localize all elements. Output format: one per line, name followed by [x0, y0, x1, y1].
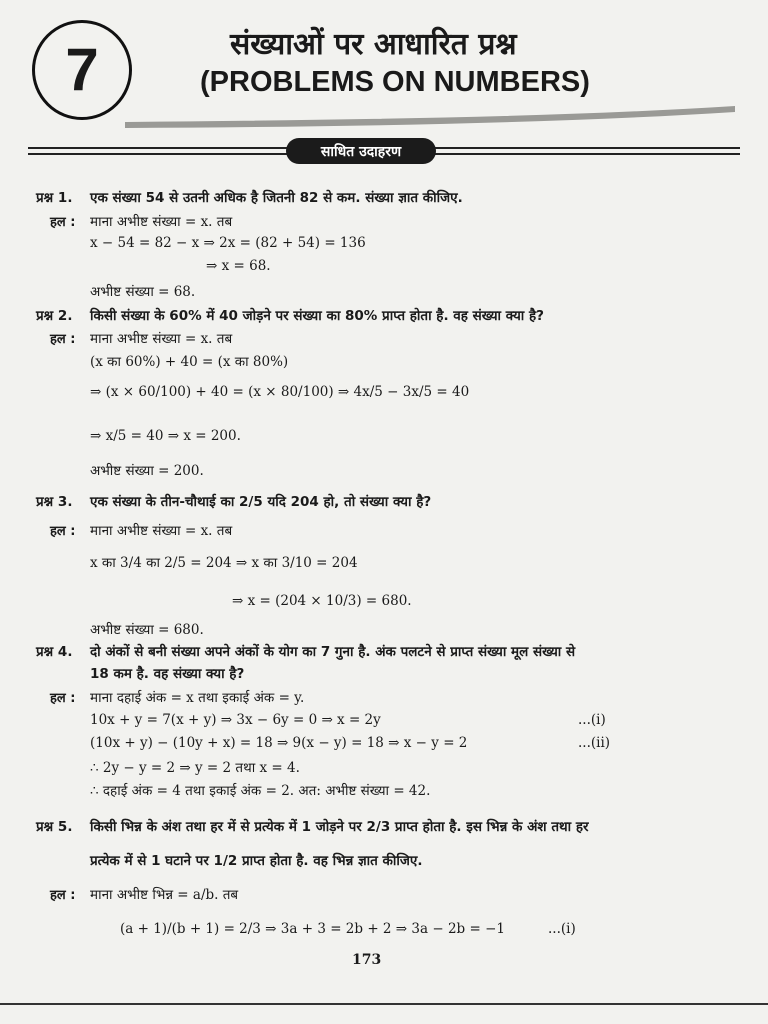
q3-text: एक संख्या के तीन-चौथाई का 2/5 यदि 204 हो, तो संख्या क्या है?: [90, 494, 432, 510]
q4-label: प्रश्न 4.: [36, 644, 73, 660]
q4-s2-tag: ...(i): [578, 712, 606, 728]
q5-s1: माना अभीष्ट भिन्न = a/b. तब: [90, 887, 239, 903]
q3-s4: अभीष्ट संख्या = 680.: [90, 622, 204, 638]
q1-s4: अभीष्ट संख्या = 68.: [90, 284, 196, 300]
q4-s1: माना दहाई अंक = x तथा इकाई अंक = y.: [90, 690, 305, 706]
q2-s2: (x का 60%) + 40 = (x का 80%): [90, 354, 289, 370]
page-number: 173: [352, 952, 382, 968]
chapter-title-hindi: संख्याओं पर आधारित प्रश्न: [230, 27, 517, 62]
q4-text2: 18 कम है. वह संख्या क्या है?: [90, 666, 245, 682]
section-badge-label: साधित उदाहरण: [320, 143, 402, 160]
q3-s1: माना अभीष्ट संख्या = x. तब: [90, 523, 233, 539]
q4-text: दो अंकों से बनी संख्या अपने अंकों के योग का 7 गुना है. अंक पलटने से प्राप्त संख्या मूल संख्या से: [90, 644, 576, 660]
q2-s4: ⇒ x/5 = 40 ⇒ x = 200.: [90, 428, 241, 444]
q3-hal: हल :: [50, 524, 76, 539]
chapter-title-english: (PROBLEMS ON NUMBERS): [200, 66, 590, 98]
q1-s1: माना अभीष्ट संख्या = x. तब: [90, 214, 233, 230]
q2-s3: ⇒ (x × 60/100) + 40 = (x × 80/100) ⇒ 4x/5 − 3x/5 = 40: [90, 384, 470, 400]
q5-label: प्रश्न 5.: [36, 819, 73, 835]
q4-s3-tag: ...(ii): [578, 735, 611, 751]
q4-s4: ∴ 2y − y = 2 ⇒ y = 2 तथा x = 4.: [90, 760, 300, 776]
decorative-swoosh: [125, 100, 735, 130]
q3-s2: x का 3/4 का 2/5 = 204 ⇒ x का 3/10 = 204: [90, 555, 358, 571]
q2-text: किसी संख्या के 60% में 40 जोड़ने पर संख्या का 80% प्राप्त होता है. वह संख्या क्या है?: [90, 308, 544, 324]
q3-label: प्रश्न 3.: [36, 494, 73, 510]
chapter-number-badge: [32, 20, 132, 120]
q1-label: प्रश्न 1.: [36, 190, 73, 206]
q1-s2: x − 54 = 82 − x ⇒ 2x = (82 + 54) = 136: [90, 235, 366, 251]
q5-s2-tag: ...(i): [548, 921, 576, 937]
q4-s3: (10x + y) − (10y + x) = 18 ⇒ 9(x − y) = 18 ⇒ x − y = 2: [90, 735, 468, 751]
q4-s5: ∴ दहाई अंक = 4 तथा इकाई अंक = 2. अत: अभीष्ट संख्या = 42.: [90, 783, 431, 799]
q3-s3: ⇒ x = (204 × 10/3) = 680.: [232, 593, 412, 609]
q1-hal: हल :: [50, 215, 76, 230]
page-bottom-rule: [0, 1003, 768, 1005]
q5-s2: (a + 1)/(b + 1) = 2/3 ⇒ 3a + 3 = 2b + 2 ⇒ 3a − 2b = −1: [120, 921, 505, 937]
section-badge: [286, 138, 436, 164]
q2-s1: माना अभीष्ट संख्या = x. तब: [90, 331, 233, 347]
q1-text: एक संख्या 54 से उतनी अधिक है जितनी 82 से कम. संख्या ज्ञात कीजिए.: [90, 190, 463, 206]
q5-text: किसी भिन्न के अंश तथा हर में से प्रत्येक में 1 जोड़ने पर 2/3 प्राप्त होता है. इस भिन्न के अंश तथा हर: [90, 819, 589, 835]
q4-s2: 10x + y = 7(x + y) ⇒ 3x − 6y = 0 ⇒ x = 2y: [90, 712, 381, 728]
q4-hal: हल :: [50, 691, 76, 706]
q2-label: प्रश्न 2.: [36, 308, 73, 324]
chapter-number: 7: [65, 36, 99, 103]
q5-hal: हल :: [50, 888, 76, 903]
q5-text2: प्रत्येक में से 1 घटाने पर 1/2 प्राप्त होता है. वह भिन्न ज्ञात कीजिए.: [90, 853, 423, 869]
q2-s5: अभीष्ट संख्या = 200.: [90, 463, 204, 479]
q2-hal: हल :: [50, 332, 76, 347]
q1-s3: ⇒ x = 68.: [206, 258, 271, 274]
